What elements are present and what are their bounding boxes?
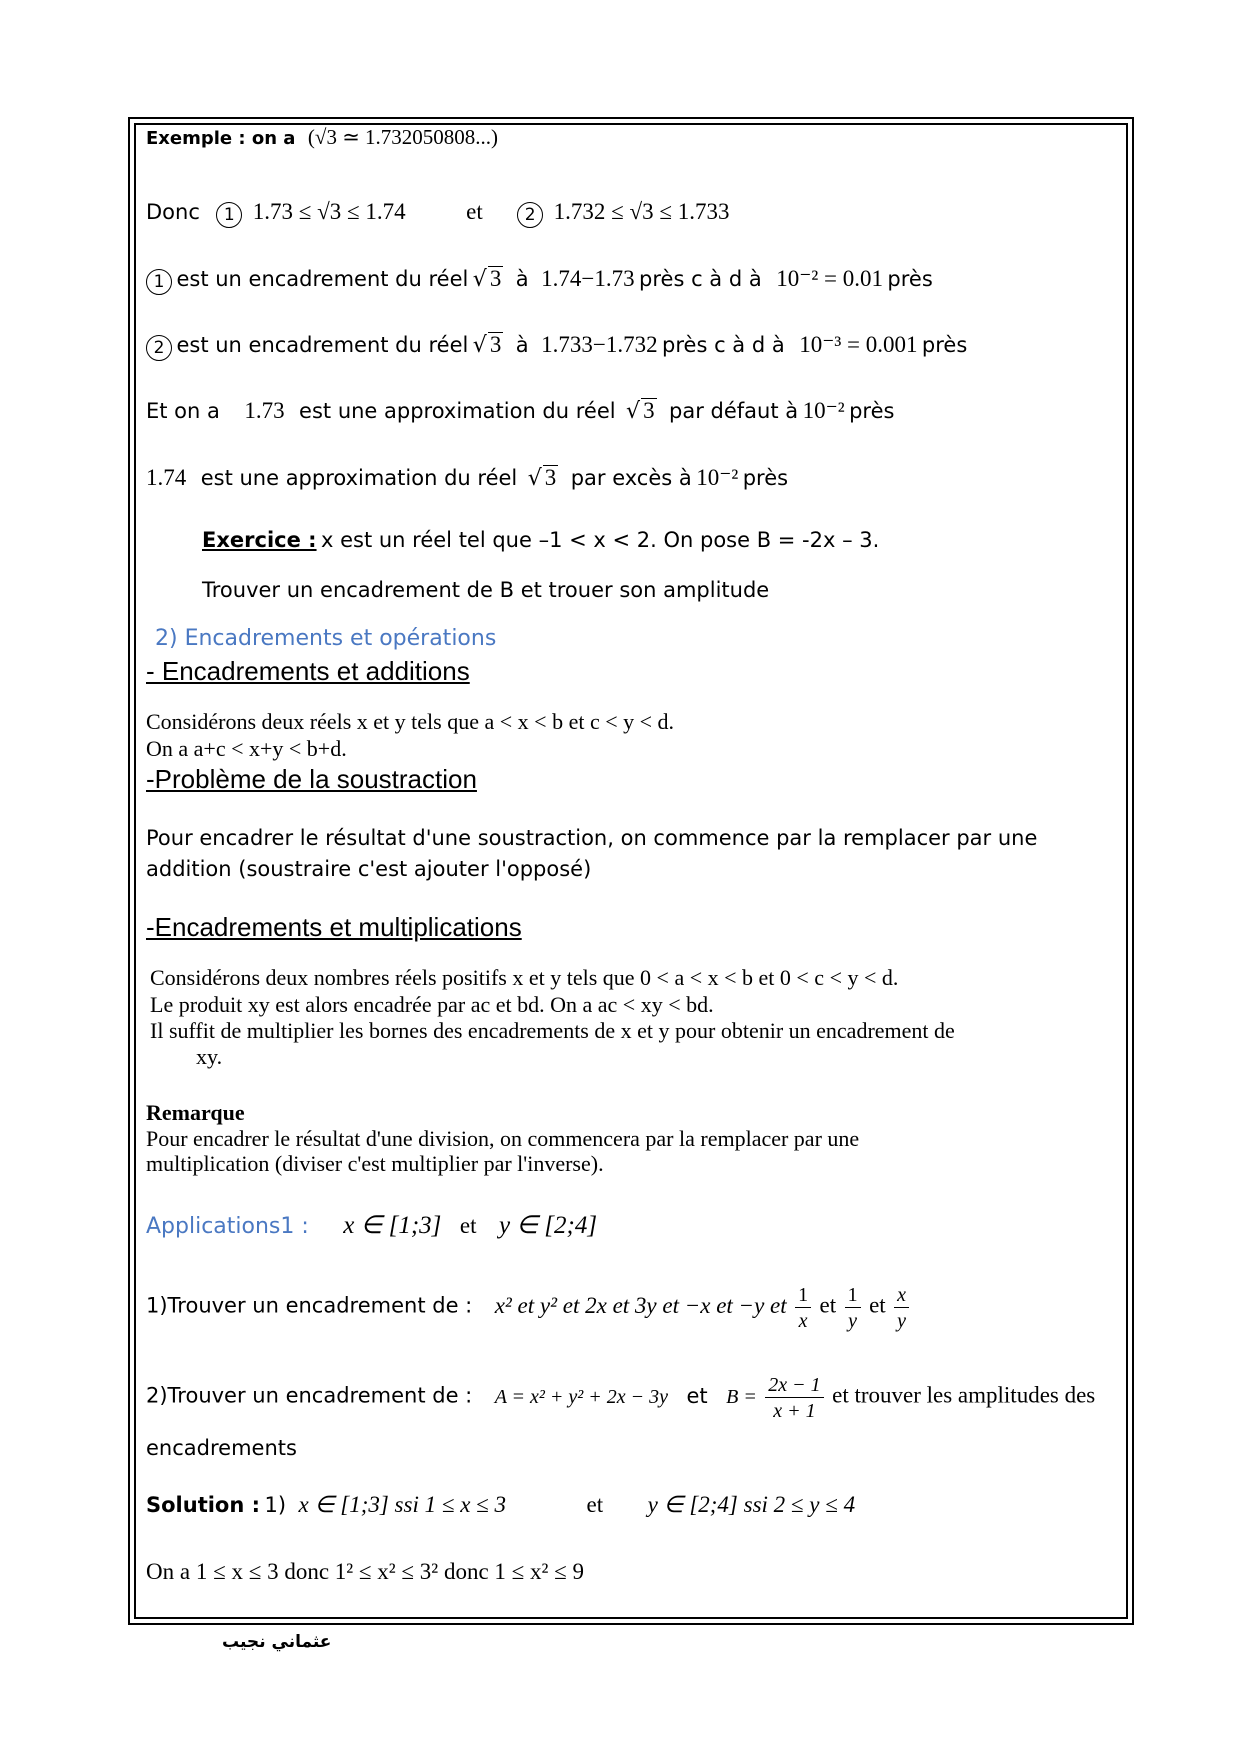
soustraction-title [146, 764, 477, 795]
additions-line1: Considérons deux réels x et y tels que a < x < b et c < y < d. [146, 709, 675, 734]
additions-title-text: - Encadrements et additions [146, 656, 470, 686]
applications-x: x ∈ [1;3] [343, 1212, 442, 1239]
solution-n: 1) [264, 1493, 287, 1517]
approx-line-2 [146, 465, 788, 491]
sqrt-icon: √ 3 [472, 266, 502, 292]
q2-text: 2)Trouver un encadrement de : [146, 1383, 473, 1408]
solution-et: et [586, 1492, 604, 1517]
encadrement-line-2 [146, 332, 967, 361]
donc-enc1: 1.73 ≤ √3 ≤ 1.74 [252, 199, 406, 224]
final-line: On a 1 ≤ x ≤ 3 donc 1² ≤ x² ≤ 3² donc 1 ≤ x² ≤ 9 [146, 1559, 585, 1584]
multiplications-title [146, 912, 522, 943]
approx1-num: 1.73 [244, 398, 285, 423]
line2-text-c: près c à d à [662, 333, 785, 357]
multiplications-line2: Le produit xy est alors encadrée par ac et bd. On a ac < xy < bd. [150, 992, 714, 1017]
soustraction-line1: Pour encadrer le résultat d'une soustraction, on commence par la remplacer par une [146, 826, 1038, 850]
sqrt-icon: √ 3 [527, 465, 557, 491]
circled-two-icon: 2 [146, 335, 172, 361]
applications-label: Applications1 : [146, 1214, 309, 1239]
circled-two-icon: 2 [517, 202, 543, 228]
additions-title [146, 656, 470, 687]
sqrt-icon: √ 3 [626, 398, 655, 424]
q2-A: A = x² + y² + 2x − 3y [494, 1385, 669, 1408]
soustraction-title-text: -Problème de la soustraction [146, 764, 477, 794]
approx2-end: près [742, 466, 789, 490]
applications-y: y ∈ [2;4] [498, 1212, 598, 1239]
exemple-math: (√3 ≃ 1.732050808...) [307, 125, 499, 149]
line1-text-a: est un encadrement du réel [176, 267, 469, 291]
approx2-text: est une approximation du réel [200, 466, 518, 490]
q1-items: x² et y² et 2x et 3y et −x et −y et [494, 1292, 787, 1318]
q2-rest: et trouver les amplitudes des [832, 1382, 1096, 1408]
exemple-line [146, 125, 498, 150]
multiplications-line1: Considérons deux nombres réels positifs x et y tels que 0 < a < x < b et 0 < c < y < d. [150, 965, 899, 990]
fraction-1-over-y: $\frac{1}{y}$ [845, 1283, 861, 1334]
remarque-line1: Pour encadrer le résultat d'une division, on commencera par la remplacer par une [146, 1126, 860, 1151]
donc-line [146, 199, 730, 228]
circled-one-icon: 1 [216, 202, 242, 228]
line1-pow: 10⁻² = 0.01 [776, 266, 883, 291]
donc-word: Donc [146, 200, 200, 224]
solution-line [146, 1492, 855, 1518]
footer-author: عثماني نجيب [222, 1632, 332, 1652]
line1-text-c: près c à d à [639, 267, 762, 291]
line2-text-a: est un encadrement du réel [176, 333, 469, 357]
fraction-x-over-y: $\frac{x}{y}$ [894, 1283, 909, 1334]
approx1-end: près [849, 399, 895, 423]
exemple-label: Exemple : on a [146, 128, 296, 149]
solution-label: Solution : [146, 1493, 261, 1517]
line2-math: 1.733−1.732 [541, 332, 658, 357]
q2-B-num: 2x − 1 [765, 1373, 823, 1398]
approx1-pow: 10⁻² [802, 398, 845, 423]
approx2-pow: 10⁻² [696, 465, 739, 490]
section-2-title: 2) Encadrements et opérations [155, 626, 497, 651]
solution-y: y ∈ [2;4] ssi 2 ≤ y ≤ 4 [647, 1492, 856, 1517]
question-2-line [146, 1373, 1095, 1424]
multiplications-title-text: -Encadrements et multiplications [146, 912, 522, 942]
q2-line2: encadrements [146, 1436, 297, 1460]
line1-math: 1.74−1.73 [541, 266, 635, 291]
multiplications-line3: Il suffit de multiplier les bornes des encadrements de x et y pour obtenir un encadrement de [150, 1018, 955, 1043]
sqrt-icon: √ 3 [472, 332, 502, 358]
q2-B: B = [726, 1385, 757, 1408]
approx-line-1 [146, 398, 894, 424]
remarque-title: Remarque [146, 1100, 245, 1125]
exercice-line [202, 528, 879, 552]
encadrement-line-1 [146, 266, 933, 295]
multiplications-line4: xy. [196, 1044, 223, 1069]
donc-et: et [466, 199, 483, 224]
fraction-1-over-x: $\frac{1}{x}$ [795, 1283, 811, 1334]
q2-B-den: x + 1 [773, 1400, 816, 1422]
approx2-text2: par excès à [570, 466, 692, 490]
fraction-B [765, 1373, 823, 1424]
line1-text-d: près [887, 267, 933, 291]
soustraction-line2: addition (soustraire c'est ajouter l'opposé) [146, 857, 592, 881]
donc-enc2: 1.732 ≤ √3 ≤ 1.733 [553, 199, 730, 224]
solution-x: x ∈ [1;3] ssi 1 ≤ x ≤ 3 [298, 1492, 507, 1517]
applications-et: et [459, 1213, 477, 1238]
q2-et: et [686, 1383, 708, 1408]
exercice-line2: Trouver un encadrement de B et trouer son amplitude [202, 578, 770, 602]
line1-text-b: à [515, 267, 529, 291]
line2-text-d: près [921, 333, 968, 357]
approx2-num: 1.74 [146, 465, 187, 490]
approx1-text2: par défaut à [669, 399, 799, 423]
line2-pow: 10⁻³ = 0.001 [799, 332, 918, 357]
circled-one-icon: 1 [146, 269, 172, 295]
applications-line [146, 1210, 597, 1240]
remarque-line2: multiplication (diviser c'est multiplier par l'inverse). [146, 1151, 604, 1176]
exercice-text: x est un réel tel que –1 < x < 2. On pose B = -2x – 3. [321, 528, 880, 552]
question-1-line: 1)Trouver un encadrement de : x² et y² et 2x et 3y et −x et −y et $\frac{1}{x}$ et $\frac{1}{y}$ et $\frac{x}{y}$ [146, 1283, 913, 1334]
approx1-text: est une approximation du réel [299, 399, 616, 423]
line2-text-b: à [515, 333, 529, 357]
additions-line2: On a a+c < x+y < b+d. [146, 736, 347, 761]
q1-text: 1)Trouver un encadrement de : [146, 1293, 473, 1318]
approx1-pre: Et on a [146, 399, 220, 423]
exercice-label: Exercice : [202, 528, 317, 552]
